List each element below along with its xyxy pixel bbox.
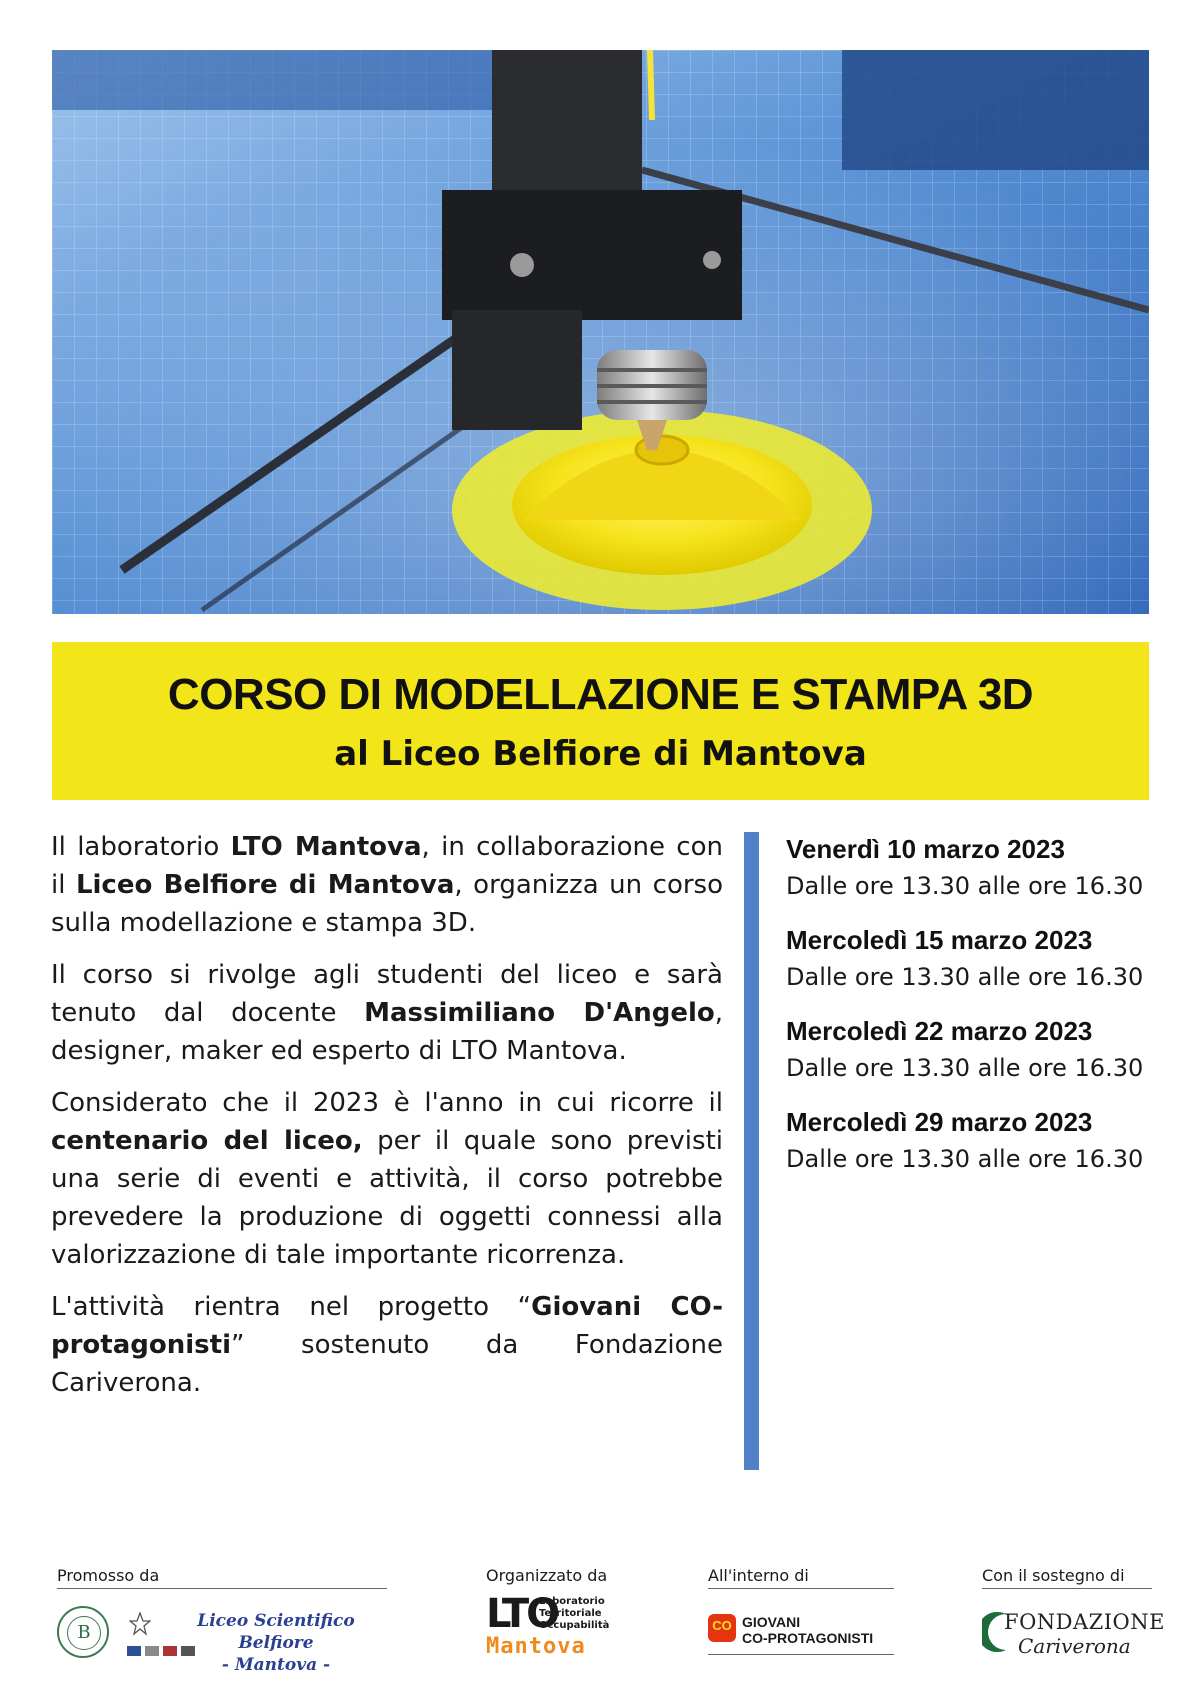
- schedule-time: Dalle ore 13.30 alle ore 16.30: [786, 963, 1144, 991]
- description: [51, 828, 723, 1416]
- promoted-by-group: [57, 1566, 387, 1675]
- schedule-time: Dalle ore 13.30 alle ore 16.30: [786, 1054, 1144, 1082]
- schedule-date: Mercoledì 15 marzo 2023: [786, 925, 1093, 955]
- italian-emblem-icon: [129, 1612, 151, 1638]
- column-divider: [744, 832, 759, 1470]
- within-group: [708, 1566, 894, 1646]
- description-paragraph-4: L'attività rientra nel progetto “Giovani CO-protagonisti” sostenuto da Fondazione Cariverona.: [51, 1292, 724, 1398]
- schedule-item: [786, 1014, 1166, 1088]
- liceo-name-logo: Liceo Scientifico Belfiore - Mantova -: [197, 1611, 355, 1675]
- schedule-time: Dalle ore 13.30 alle ore 16.30: [786, 872, 1144, 900]
- schedule-date: Mercoledì 22 marzo 2023: [786, 1016, 1093, 1046]
- printer-illustration: [52, 50, 1149, 614]
- description-paragraph-3: Considerato che il 2023 è l'anno in cui ricorre il centenario del liceo, per il quale sono previsti una serie di eventi e attività, il corso potrebbe prevedere la produzione di oggetti connessi alla valorizzazione di tale importante ricorrenza.: [51, 1088, 723, 1270]
- course-subtitle: al Liceo Belfiore di Mantova: [334, 734, 867, 774]
- footer-sponsors: [0, 1566, 1200, 1676]
- schedule-item: [786, 1105, 1166, 1179]
- schedule-item: [786, 832, 1166, 906]
- giovani-co-protagonisti-logo: GIOVANI CO-PROTAGONISTI: [742, 1614, 874, 1646]
- support-label: Con il sostegno di: [982, 1566, 1125, 1585]
- liceo-seal-icon: B: [57, 1606, 109, 1658]
- course-title: CORSO DI MODELLAZIONE E STAMPA 3D: [167, 670, 1034, 719]
- within-label: All'interno di: [708, 1566, 809, 1585]
- description-paragraph-1: Il laboratorio LTO Mantova, in collaborazione con il Liceo Belfiore di Mantova, organizza un corso sulla modellazione e stampa 3D.: [51, 832, 723, 938]
- schedule-time: Dalle ore 13.30 alle ore 16.30: [786, 1145, 1144, 1173]
- support-group: Con il sostegno di FONDAZIONE Cariverona: [982, 1566, 1152, 1589]
- schedule-item: [786, 923, 1166, 997]
- schedule-date: Mercoledì 29 marzo 2023: [786, 1107, 1093, 1137]
- title-banner: [52, 642, 1149, 800]
- promoted-by-label: Promosso da: [57, 1566, 160, 1585]
- hero-photo-3d-printer: [52, 50, 1149, 614]
- co-protagonisti-badge: CO: [708, 1614, 736, 1642]
- description-paragraph-2: Il corso si rivolge agli studenti del liceo e sarà tenuto dal docente Massimiliano D'Angelo, designer, maker ed esperto di LTO Mantova.: [51, 960, 723, 1066]
- organized-by-label: Organizzato da: [486, 1566, 608, 1585]
- schedule-date: Venerdì 10 marzo 2023: [786, 834, 1065, 864]
- schedule-list: [786, 832, 1166, 1196]
- organized-by-group: Organizzato da LTO Laboratorio Territoriale Occupabilità Mantova: [486, 1566, 620, 1586]
